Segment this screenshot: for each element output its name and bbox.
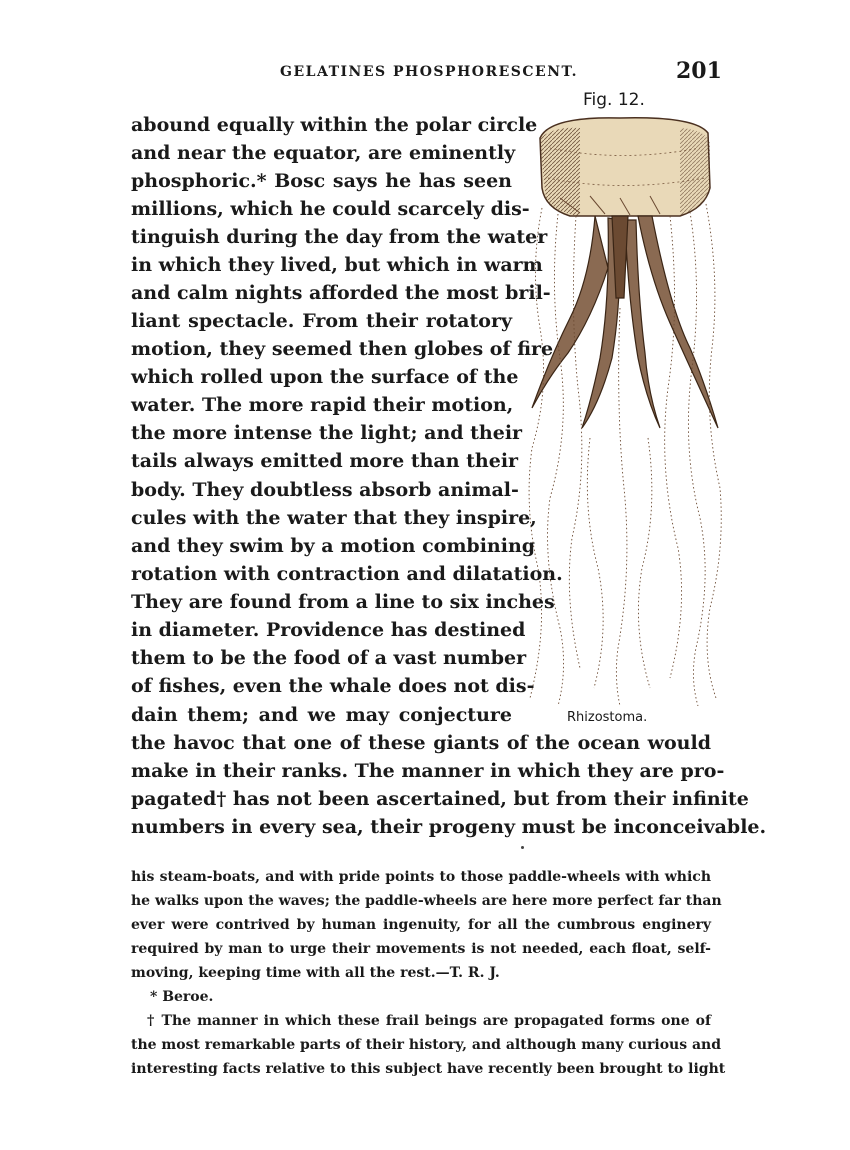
text-line: They are found from a line to six inches [131, 591, 555, 613]
jellyfish-oral-arms [532, 216, 718, 428]
text-line: phosphoric.* Bosc says he has seen [131, 170, 512, 192]
footnote-line: his steam-boats, and with pride points to those paddle-wheels with which [131, 869, 711, 885]
figure-caption: Rhizostoma. [567, 710, 648, 725]
footnote-line: required by man to urge their movements is not needed, each float, self- [131, 941, 711, 957]
page-number: 201 [676, 58, 722, 84]
text-line: the more intense the light; and their [131, 422, 523, 444]
text-line: body. They doubtless absorb animal- [131, 479, 519, 501]
jellyfish-bell [540, 118, 710, 216]
text-line: of fishes, even the whale does not dis- [131, 675, 535, 697]
text-line: motion, they seemed then globes of fire [131, 338, 554, 360]
footnote-marker-beroe: * Beroe. [150, 989, 214, 1005]
footnote-line: he walks upon the waves; the paddle-wheels are here more perfect far than [131, 893, 722, 909]
text-line: them to be the food of a vast number [131, 647, 527, 669]
text-line: water. The more rapid their motion, [131, 394, 514, 416]
figure-label: Fig. 12. [583, 90, 645, 110]
text-line: in diameter. Providence has destined [131, 619, 526, 641]
text-line: and they swim by a motion combining [131, 535, 536, 557]
footnote-line: moving, keeping time with all the rest.—T. R. J. [131, 965, 500, 981]
text-line: dain them; and we may conjecture [131, 704, 512, 726]
text-line: millions, which he could scarcely dis- [131, 198, 530, 220]
text-line: which rolled upon the surface of the [131, 366, 519, 388]
text-line: tails always emitted more than their [131, 450, 519, 472]
text-line: numbers in every sea, their progeny must be inconceivable. [131, 816, 767, 838]
text-line: cules with the water that they inspire, [131, 507, 537, 529]
text-line: abound equally within the polar circle [131, 114, 538, 136]
text-line: in which they lived, but which in warm [131, 254, 543, 276]
footnote-line: the most remarkable parts of their history, and although many curious and [131, 1037, 722, 1053]
text-line: and near the equator, are eminently [131, 142, 516, 164]
text-line: the havoc that one of these giants of the ocean would [131, 732, 711, 754]
text-line: tinguish during the day from the water [131, 226, 548, 248]
footnote-line: † The manner in which these frail beings are propagated forms one of [147, 1013, 711, 1029]
stray-mark [521, 846, 524, 849]
text-line: and calm nights afforded the most bril- [131, 282, 551, 304]
running-head: GELATINES PHOSPHORESCENT. [280, 64, 579, 80]
text-line: liant spectacle. From their rotatory [131, 310, 512, 332]
text-line: rotation with contraction and dilatation. [131, 563, 563, 585]
footnote-line: interesting facts relative to this subject have recently been brought to light [131, 1061, 726, 1077]
jellyfish-illustration [520, 108, 725, 706]
text-line: make in their ranks. The manner in which they are pro- [131, 760, 725, 782]
text-line: pagated† has not been ascertained, but from their infinite [131, 788, 749, 810]
footnote-line: ever were contrived by human ingenuity, for all the cumbrous enginery [131, 917, 711, 933]
